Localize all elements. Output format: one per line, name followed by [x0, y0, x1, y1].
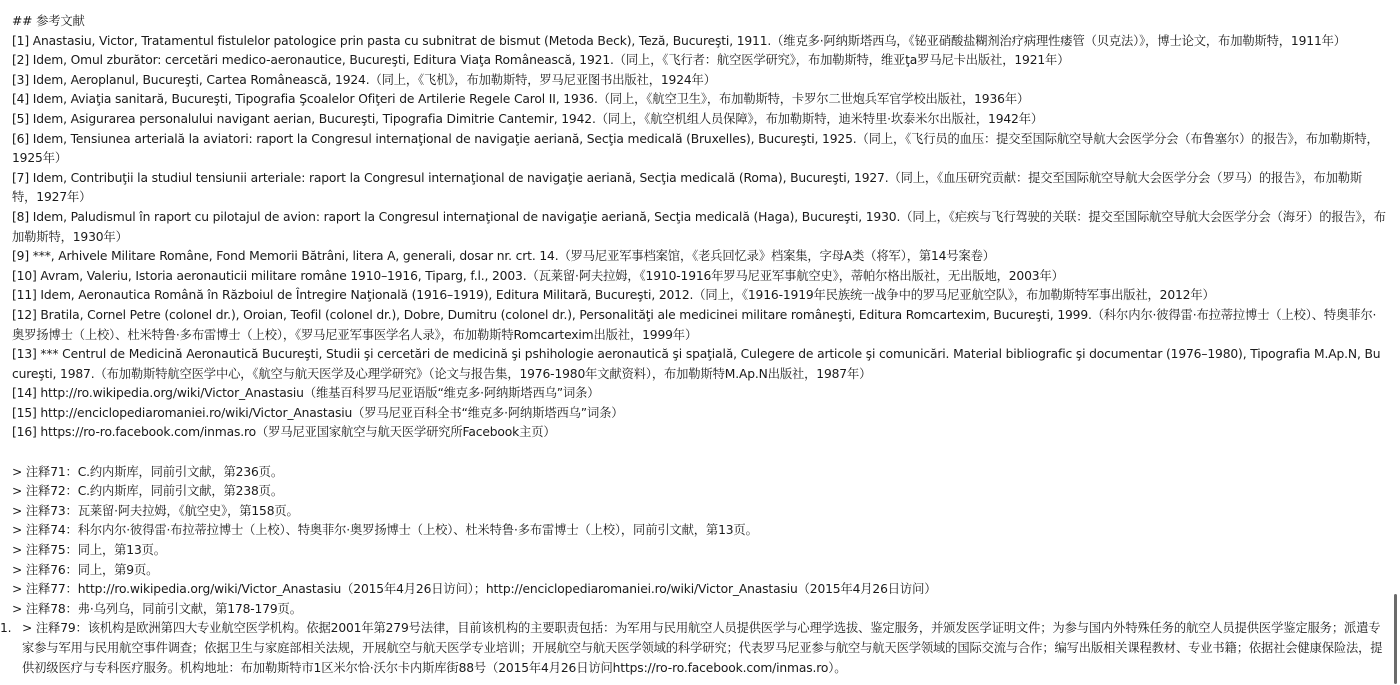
list-number: 1.	[0, 621, 12, 636]
reference-item: [2] Idem, Omul zburător: cercetări medico-aeronautice, Bucureşti, Editura Viaţa Românească, 1921.（同上，《飞行者：航空医学研究》，布加勒斯特，维亚ţa罗马尼卡出版社，1921年）	[12, 53, 1070, 68]
reference-item: [9] ***, Arhivele Militare Române, Fond Memorii Bătrâni, litera A, generali, dosar nr. crt. 14.（罗马尼亚军事档案馆，《老兵回忆录》档案集，字母A类（将军），第14号案卷）	[12, 249, 995, 264]
reference-item: [11] Idem, Aeronautica Română în Războiul de Întregire Naţională (1916–1919), Editura Militară, Bucureşti, 2012.（同上，《1916-1919年民族统一战争中的罗马尼亚航空队》，布加勒斯特军事出版社，2012年）	[12, 288, 1215, 303]
reference-item: [6] Idem, Tensiunea arterială la aviatori: raport la Congresul internaţional de navigaţie aeriană, Secţia medicală (Bruxelles), Bucureşti, 1925.（同上，《飞行员的血压：提交至国际航空导航大会医学分会（布鲁塞尔）的报告》，布加勒斯特，1925年）	[12, 131, 1379, 166]
note-item: > 注释73：瓦莱留·阿夫拉姆，《航空史》，第158页。	[12, 503, 299, 518]
vertical-scrollbar[interactable]	[1394, 594, 1397, 684]
reference-item: [10] Avram, Valeriu, Istoria aeronauticii militare române 1910–1916, Tiparg, f.l., 2003.（瓦莱留·阿夫拉姆，《1910-1916年罗马尼亚军事航空史》，蒂帕尔格出版社，无出版地，2003年）	[12, 268, 1064, 283]
reference-item: [7] Idem, Contribuţii la studiul tensiunii arteriale: raport la Congresul internaţional de navigaţie aeriană, Secţia medicală (Roma), Bucureşti, 1927.（同上，《血压研究贡献：提交至国际航空导航大会医学分会（罗马）的报告》，布加勒斯特，1927年）	[12, 170, 1363, 205]
note-item: > 注释78：弗·乌列乌，同前引文献，第178-179页。	[12, 601, 302, 616]
reference-item: [8] Idem, Paludismul în raport cu pilotajul de avion: raport la Congresul internaţional de navigaţie aeriană, Secţia medicală (Haga), Bucureşti, 1930.（同上，《疟疾与飞行驾驶的关联：提交至国际航空导航大会医学分会（海牙）的报告》，布加勒斯特，1930年）	[12, 209, 1386, 244]
note-79-text: > 注释79：该机构是欧洲第四大专业航空医学机构。依据2001年第279号法律，目前该机构的主要职责包括：为军用与民用航空人员提供医学与心理学选拔、鉴定服务，并颁发医学证明文件；为参与国内外特殊任务的航空人员提供医学鉴定服务；派遣专家参与军用与民用航空事件调查；依据卫生与家庭部相关法规，开展航空与航天医学专业培训；开展航空与航天医学领域的科学研究；代表罗马尼亚参与航空与航天医学领域的国际交流与合作；编写出版相关课程教材、专业书籍；依据社会健康保险法，提供初级医疗与专科医疗服务。机构地址：布加勒斯特市1区米尔恰·沃尔卡内斯库街88号（2015年4月26日访问https://ro-ro.facebook.com/inmas.ro）。	[22, 621, 1383, 675]
note-item: > 注释74：科尔内尔·彼得雷·布拉蒂拉博士（上校）、特奥菲尔·奥罗扬博士（上校）、杜米特鲁·多布雷博士（上校），同前引文献，第13页。	[12, 523, 758, 538]
notes-list	[12, 463, 1386, 620]
blank-line	[12, 443, 1386, 463]
reference-item: [13] *** Centrul de Medicină Aeronautică Bucureşti, Studii şi cercetări de medicină şi pshihologie aeronautică şi spaţială, Culegere de articole şi comunicări. Material bibliografic şi documentar (1976–1980), Tipografia M.Ap.N, Bucureşti, 1987.（布加勒斯特航空医学中心，《航空与航天医学及心理学研究》（论文与报告集，1976-1980年文献资料），布加勒斯特M.Ap.N出版社，1987年）	[12, 347, 1381, 381]
reference-item: [14] http://ro.wikipedia.org/wiki/Victor_Anastasiu（维基百科罗马尼亚语版“维克多·阿纳斯塔西乌”词条）	[12, 386, 600, 401]
note-item: > 注释72：C.约内斯库，同前引文献，第238页。	[12, 484, 283, 499]
reference-item: [1] Anastasiu, Victor, Tratamentul fistulelor patologice prin pasta cu subnitrat de bismut (Metoda Beck), Teză, Bucureşti, 1911.（维克多·阿纳斯塔西乌，《铋亚硝酸盐糊剂治疗病理性瘘管（贝克法）》，博士论文，布加勒斯特，1911年）	[12, 33, 1346, 48]
reference-item: [15] http://enciclopediaromaniei.ro/wiki/Victor_Anastasiu（罗马尼亚百科全书“维克多·阿纳斯塔西乌”词条）	[12, 405, 624, 420]
reference-item: [16] https://ro-ro.facebook.com/inmas.ro（罗马尼亚国家航空与航天医学研究所Facebook主页）	[12, 425, 556, 440]
ordered-list-item	[0, 619, 1386, 678]
reference-item: [3] Idem, Aeroplanul, Bucureşti, Cartea Românească, 1924.（同上，《飞机》，布加勒斯特，罗马尼亚图书出版社，1924年）	[12, 72, 716, 87]
note-item: > 注释71：C.约内斯库，同前引文献，第236页。	[12, 464, 283, 479]
references-heading: ## 参考文献	[12, 14, 85, 28]
note-item: > 注释76：同上，第9页。	[12, 562, 159, 577]
document-body	[0, 12, 1386, 678]
reference-item: [4] Idem, Aviaţia sanitară, Bucureşti, Tipografia Şcoalelor Ofiţeri de Artilerie Regele Carol II, 1936.（同上，《航空卫生》，布加勒斯特，卡罗尔二世炮兵军官学校出版社，1936年）	[12, 92, 1030, 107]
reference-list	[12, 32, 1386, 443]
note-item: > 注释75：同上，第13页。	[12, 543, 166, 558]
reference-item: [5] Idem, Asigurarea personalului navigant aerian, Bucureşti, Tipografia Dimitrie Cantemir, 1942.（同上，《航空机组人员保障》，布加勒斯特，迪米特里·坎泰米尔出版社，1942年）	[12, 111, 1044, 126]
reference-item: [12] Bratila, Cornel Petre (colonel dr.), Oroian, Teofil (colonel dr.), Dobre, Dumitru (colonel dr.), Personalităţi ale medicinei militare româneşti, Editura Romcartexim, Bucureşti, 1999.（科尔内尔·彼得雷·布拉蒂拉博士（上校）、特奥菲尔·奥罗扬博士（上校）、杜米特鲁·多布雷博士（上校），《罗马尼亚军事医学名人录》，布加勒斯特Romcartexim出版社，1999年）	[12, 307, 1377, 342]
note-item: > 注释77：http://ro.wikipedia.org/wiki/Victor_Anastasiu（2015年4月26日访问）；http://enciclopediaromaniei.ro/wiki/Victor_Anastasiu（2015年4月26日访问）	[12, 582, 937, 597]
